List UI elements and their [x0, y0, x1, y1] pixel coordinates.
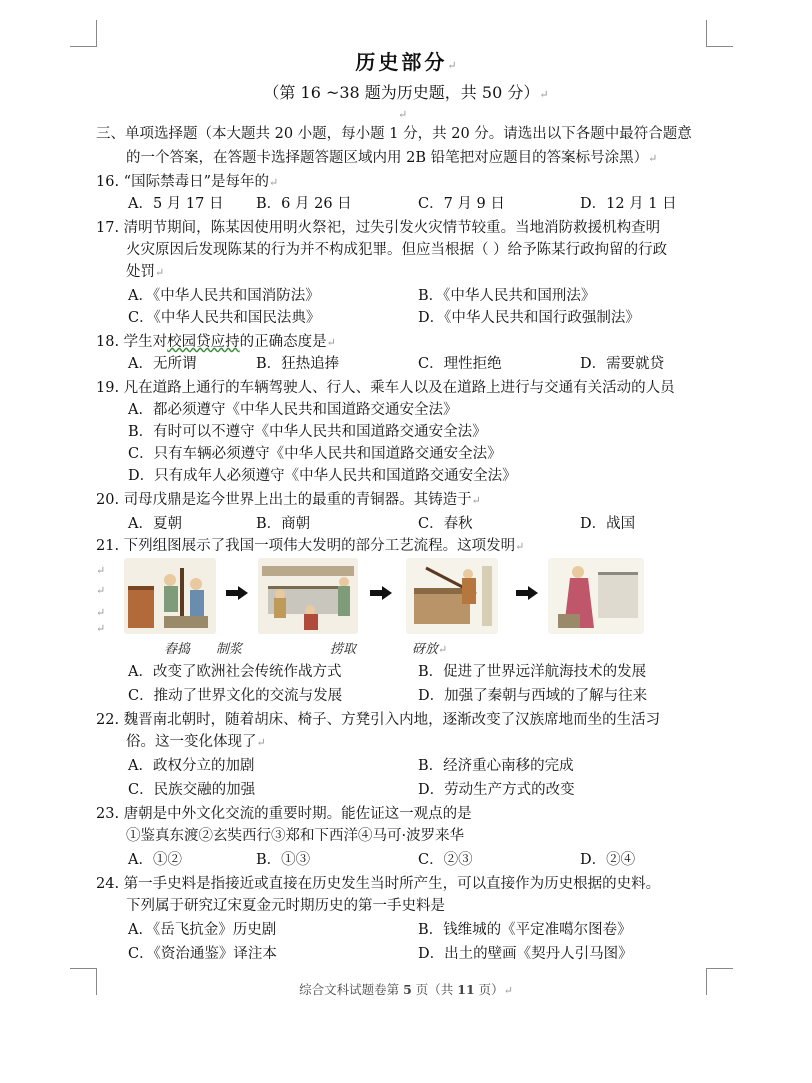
process-arrow-3 — [516, 586, 538, 600]
q16-option-a: A．5 月 17 日 — [128, 196, 224, 212]
q17-option-b: B．《中华人民共和国刑法》 — [418, 288, 596, 304]
q22-option-b: B．经济重心南移的完成 — [418, 758, 574, 774]
q23-option-c: C．②③ — [418, 852, 473, 868]
caption-pulping: 制浆 — [216, 642, 243, 657]
question-24: 24. 第一手史料是指接近或直接在历史发生当时所产生，可以直接作为历史根据的史料。 — [96, 876, 661, 892]
question-21: 21. 下列组图展示了我国一项伟大发明的部分工艺流程。这项发明↵ — [96, 538, 525, 554]
q20-option-a: A．夏朝 — [128, 516, 182, 532]
question-18: 18. 学生对校园贷应持的正确态度是↵ — [96, 334, 336, 350]
q23-option-d: D．②④ — [580, 852, 636, 868]
q24-option-b: B．钱维城的《平定准噶尔图卷》 — [418, 922, 632, 938]
question-20: 20. 司母戊鼎是迄今世界上出土的最重的青铜器。其铸造于↵ — [96, 492, 481, 508]
q19-option-d: D．只有成年人必须遵守《中华人民共和国道路交通安全法》 — [128, 468, 517, 484]
caption-scooping: 捞取 — [330, 642, 357, 657]
q16-option-c: C．7 月 9 日 — [418, 196, 505, 212]
q17-option-a: A．《中华人民共和国消防法》 — [128, 288, 320, 304]
page-title: 历史部分↵ — [355, 50, 457, 74]
q21-option-c: C．推动了世界文化的交流与发展 — [128, 688, 343, 704]
q19-option-b: B．有时可以不遵守《中华人民共和国道路交通安全法》 — [128, 424, 487, 440]
q18-option-c: C．理性拒绝 — [418, 356, 502, 372]
q18-option-b: B．狂热追捧 — [256, 356, 340, 372]
q24-option-c: C．《资治通鉴》译注本 — [128, 946, 277, 962]
page-subtitle: （第 16 ~38 题为历史题，共 50 分）↵ — [263, 83, 549, 102]
drying-illustration — [548, 558, 644, 634]
question-16: 16. “国际禁毒日”是每年的↵ — [96, 174, 279, 190]
crop-mark-top-left — [70, 20, 97, 47]
q18-option-d: D．需要就贷 — [580, 356, 665, 372]
q16-option-d: D．12 月 1 日 — [580, 196, 677, 212]
q20-option-b: B．商朝 — [256, 516, 311, 532]
q21-option-d: D．加强了秦朝与西域的了解与往来 — [418, 688, 648, 704]
q17-option-d: D．《中华人民共和国行政强制法》 — [418, 310, 640, 326]
caption-drying: 砑放↵ — [412, 642, 448, 657]
question-17-line2: 火灾原因后发现陈某的行为并不构成犯罪。但应当根据（ ）给予陈某行政拘留的行政 — [126, 242, 668, 258]
page-footer: 综合文科试题卷第 5 页（共 11 页）↵ — [299, 982, 513, 997]
q24-option-d: D．出土的壁画《契丹人引马图》 — [418, 946, 633, 962]
q20-option-d: D．战国 — [580, 516, 636, 532]
q21-option-b: B．促进了世界远洋航海技术的发展 — [418, 664, 647, 680]
section-heading-line2: 的一个答案，在答题卡选择题答题区域内用 2B 铅笔把对应题目的答案标号涂黑）↵ — [126, 150, 658, 166]
q18-option-a: A．无所谓 — [128, 356, 197, 372]
question-17-line3: 处罚↵ — [126, 264, 165, 280]
scooping-illustration — [406, 558, 498, 634]
process-arrow-1 — [226, 586, 248, 600]
q19-option-a: A．都必须遵守《中华人民共和国道路交通安全法》 — [128, 402, 458, 418]
pounding-illustration — [124, 558, 216, 634]
q23-option-b: B．①③ — [256, 852, 311, 868]
q21-option-a: A．改变了欧洲社会传统作战方式 — [128, 664, 342, 680]
q19-option-c: C．只有车辆必须遵守《中华人民共和国道路交通安全法》 — [128, 446, 502, 462]
crop-mark-top-right — [706, 20, 733, 47]
section-heading-line1: 三、单项选择题（本大题共 20 小题，每小题 1 分，共 20 分。请选出以下各题中最符合题意 — [96, 126, 692, 142]
question-17: 17. 清明节期间，陈某因使用明火祭祀，过失引发火灾情节较重。当地消防救援机构查明 — [96, 220, 661, 236]
question-23: 23. 唐朝是中外文化交流的重要时期。能佐证这一观点的是 — [96, 806, 472, 822]
q16-option-b: B．6 月 26 日 — [256, 196, 352, 212]
question-22: 22. 魏晋南北朝时，随着胡床、椅子、方凳引入内地，逐渐改变了汉族席地而坐的生活习 — [96, 712, 661, 728]
q22-option-d: D．劳动生产方式的改变 — [418, 782, 575, 798]
q17-option-c: C．《中华人民共和国民法典》 — [128, 310, 321, 326]
question-24-line2: 下列属于研究辽宋夏金元时期历史的第一手史料是 — [126, 898, 445, 914]
caption-pounding: 舂捣 — [164, 642, 191, 657]
q22-option-c: C．民族交融的加强 — [128, 782, 256, 798]
question-23-line2: ①鉴真东渡②玄奘西行③郑和下西洋④马可·波罗来华 — [126, 828, 465, 844]
q24-option-a: A．《岳飞抗金》历史剧 — [128, 922, 277, 938]
process-arrow-2 — [370, 586, 392, 600]
q22-option-a: A．政权分立的加剧 — [128, 758, 255, 774]
q23-option-a: A．①② — [128, 852, 182, 868]
q20-option-c: C．春秋 — [418, 516, 473, 532]
pulping-illustration — [258, 558, 358, 634]
papermaking-process-figure — [124, 558, 644, 658]
question-19: 19. 凡在道路上通行的车辆驾驶人、行人、乘车人以及在道路上进行与交通有关活动的人员 — [96, 380, 675, 396]
question-22-line2: 俗。这一变化体现了↵ — [126, 734, 266, 750]
paragraph-mark: ↵ — [398, 108, 408, 121]
